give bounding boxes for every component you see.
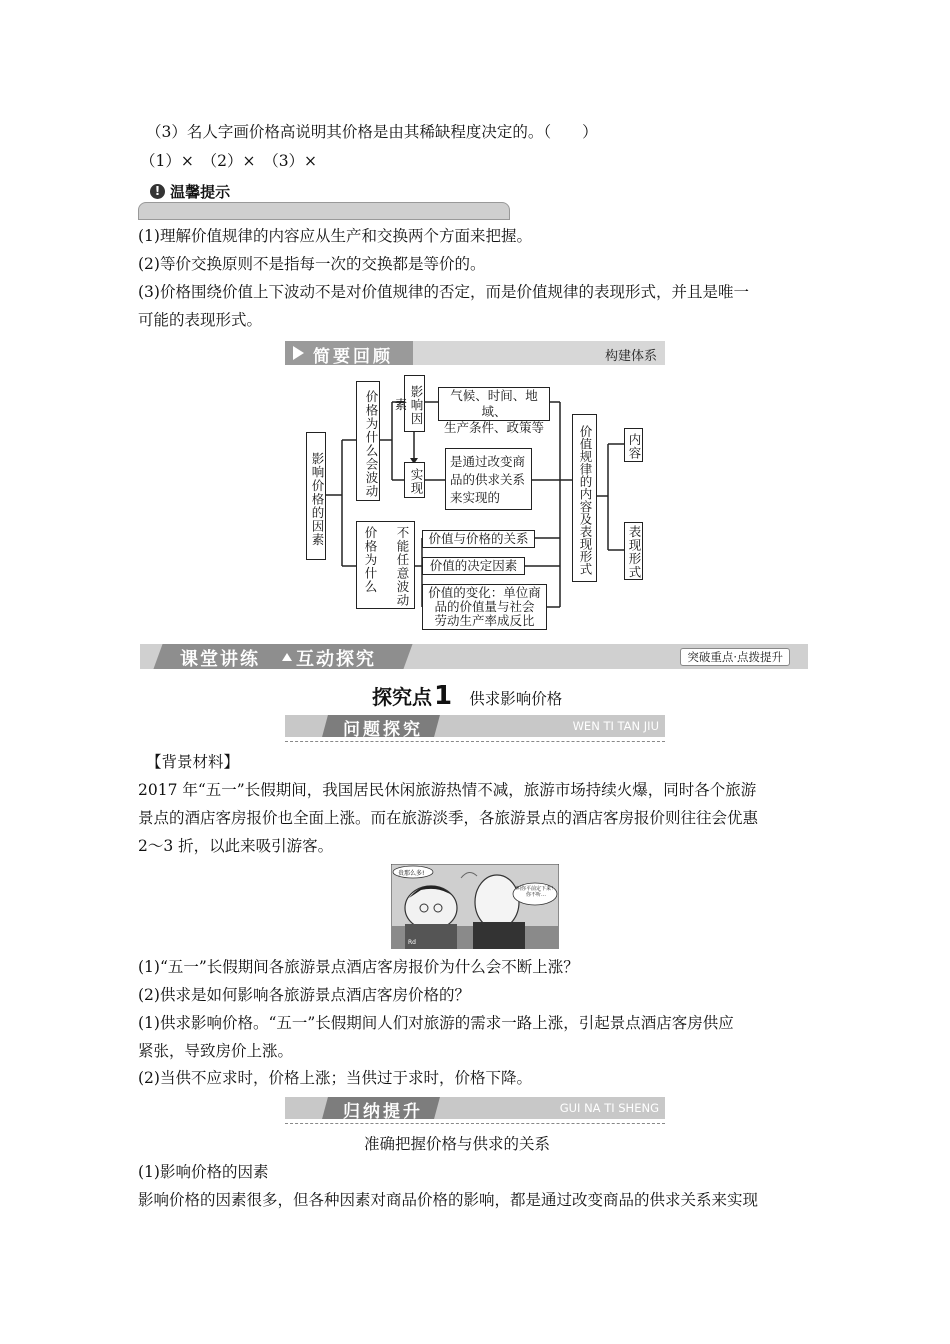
summary-heading: 准确把握价格与供求的关系 [364,1135,551,1153]
answer-1-line-1: (1)供求影响价格。“五一”长假期间人们对旅游的需求一路上涨，引起景点酒店客房供应 [138,1014,734,1032]
node-not-arbitrary [356,521,415,609]
tip-3: (3)价格围绕价值上下波动不是对价值规律的否定，而是价值规律的表现形式，并且是唯一 [138,283,749,301]
node-value-determinant: 价值的决定因素 [422,557,525,575]
summary-band [285,1097,665,1122]
explore-label: 探究点 [372,685,432,709]
realize-detail-line: 品的供求关系 [450,472,526,487]
tip-1: (1)理解价值规律的内容应从生产和交换两个方面来把握。 [138,227,532,245]
value-change-line: 价值的变化：单位商 [428,585,541,600]
node-factors-detail [438,387,550,435]
classroom-tag: 突破重点·点拨提升 [680,648,790,666]
value-change-line: 劳动生产率成反比 [434,613,535,628]
question-3: （3）名人字画价格高说明其价格是由其稀缺程度决定的。（ ） [146,123,598,141]
node-realize: 实现 [404,462,425,498]
question-dashes [285,741,665,742]
explore-topic: 供求影响价格 [469,690,563,708]
question-2: (2)供求是如何影响各旅游景点酒店客房价格的？ [138,986,470,1004]
exclamation-icon: ! [150,184,165,199]
question-pinyin: WEN TI TAN JIU [572,719,659,733]
tip-2: (2)等价交换原则不是指每一次的交换都是等价的。 [138,255,486,273]
background-heading: 【背景材料】 [146,753,240,771]
summary-item-1: (1)影响价格的因素 [138,1163,269,1181]
summary-dashes [285,1123,665,1124]
background-line-1: 2017 年“五一”长假期间，我国居民休闲旅游热情不减，旅游市场持续火爆，同时各个旅游 [138,781,757,799]
summary-title: 归纳提升 [343,1102,423,1122]
answer-2: (2)当供不应求时，价格上涨；当供过于求时，价格下降。 [138,1069,532,1087]
tip-4: 可能的表现形式。 [138,311,263,329]
node-factors: 影响因素 [404,375,425,432]
node-content: 内容 [624,428,643,462]
review-subtitle: 构建体系 [604,349,657,364]
not-arbitrary-col-b: 价格为什么 [363,526,378,594]
cartoon-bubble-1: 贵那么多! [398,870,425,877]
background-line-2: 景点的酒店客房报价也全面上涨。而在旅游淡季，各旅游景点的酒店客房报价则往往会优惠 [138,809,759,827]
factors-detail-line: 生产条件、政策等 [443,420,544,435]
not-arbitrary-col-a: 不能任意波动 [395,526,410,607]
value-change-line: 品的价值量与社会 [434,599,535,614]
realize-detail-line: 来实现的 [450,490,501,505]
classroom-title-2: 互动探究 [296,649,376,670]
node-root: 影响价格的因素 [306,432,326,560]
node-value-law: 价值规律的内容及表现形式 [572,414,597,582]
node-realize-detail [445,448,532,510]
summary-item-1-text: 影响价格的因素很多，但各种因素对商品价格的影响，都是通过改变商品的供求关系来实现 [138,1191,759,1209]
review-title: 简要回顾 [313,347,393,367]
answers: （1）× （2）× （3）× [140,152,318,170]
answer-1-line-2: 紧张，导致房价上涨。 [138,1042,294,1060]
triangle-icon [282,653,292,661]
node-value-price-relation: 价值与价格的关系 [422,530,535,548]
explore-number: 1 [434,681,453,711]
node-why-fluctuate: 价格为什么会波动 [356,381,380,501]
explore-heading [372,681,562,711]
node-form: 表现形式 [624,522,643,580]
realize-detail-line: 是通过改变商 [450,454,526,469]
node-value-change [422,584,547,630]
classroom-title: 课堂讲练 [180,649,260,670]
classroom-band [140,644,808,669]
background-line-3: 2～3 折，以此来吸引游客。 [138,837,334,855]
question-1: (1)“五一”长假期间各旅游景点酒店客房报价为什么会不断上涨？ [138,958,579,976]
cartoon-sign: Rd [408,939,416,946]
question-title: 问题探究 [343,720,423,740]
summary-pinyin: GUI NA TI SHENG [559,1101,659,1115]
factors-detail-line: 气候、时间、地域、 [450,388,538,419]
question-band [285,715,665,740]
tips-title: 温馨提示 [170,183,231,201]
cartoon-bubble-2: 叫你平前定下来！你不听… [516,886,557,898]
